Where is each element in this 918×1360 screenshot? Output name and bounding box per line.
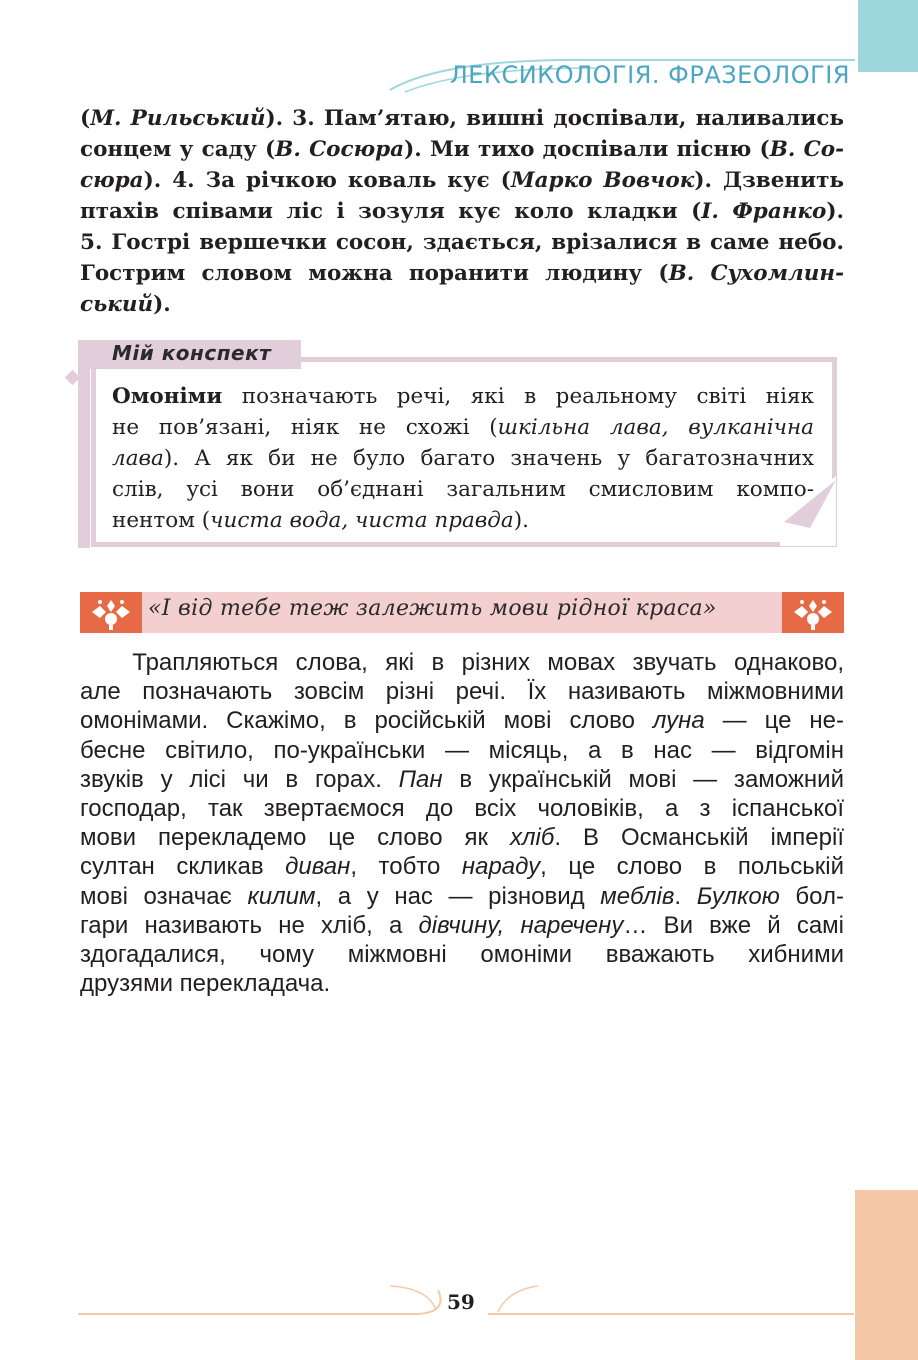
text-line xyxy=(80,648,844,677)
text-line xyxy=(80,103,844,134)
text-segment: мови перекладемо це слово як xyxy=(80,824,510,852)
text-line xyxy=(80,765,844,794)
text-segment: здогадалися, чому міжмовні омоніми вважають хибними xyxy=(80,941,844,969)
text-segment: ). xyxy=(826,199,844,224)
text-line xyxy=(80,706,844,735)
text-segment: Гострим словом можна поранити людину ( xyxy=(80,261,669,286)
text-segment: , а у нас — різновид xyxy=(315,882,601,910)
text-segment: Марко Вовчок xyxy=(510,168,695,193)
text-segment: 5. Гострі вершечки сосон, здається, врізалися в саме небо. xyxy=(80,230,844,255)
folk-bird-ornament-icon xyxy=(782,592,844,633)
text-line xyxy=(80,794,844,823)
text-segment: диван xyxy=(285,853,351,881)
text-line xyxy=(80,165,844,196)
text-line xyxy=(80,940,844,969)
text-line xyxy=(80,823,844,852)
text-segment: М. Рильський xyxy=(90,106,266,131)
text-segment: султан скликав xyxy=(80,853,286,881)
text-segment: сюра xyxy=(80,168,144,193)
konspekt-side-bar xyxy=(78,368,90,548)
text-line xyxy=(80,677,844,706)
text-line xyxy=(80,258,844,289)
text-line xyxy=(80,134,844,165)
text-segment: бол- xyxy=(779,882,844,910)
text-segment: Булкою xyxy=(696,882,780,910)
text-segment: хліб xyxy=(510,824,555,852)
folk-bird-ornament-icon xyxy=(80,592,142,633)
page-number: 59 xyxy=(447,1290,475,1314)
text-segment: омонімами. Скажімо, в російській мові слово xyxy=(80,707,653,735)
text-line xyxy=(80,289,844,320)
text-segment: звуків у лісі чи в горах. xyxy=(80,765,399,793)
text-line xyxy=(80,852,844,881)
text-segment: птахів співами ліс і зозуля кує коло кладки ( xyxy=(80,199,702,224)
text-segment: шкільна лава, вулканічна xyxy=(497,415,814,440)
text-segment: ). xyxy=(513,508,529,533)
text-segment: . В Османській імперії xyxy=(554,824,844,852)
text-segment: позначають речі, які в реальному світі ніяк xyxy=(222,384,814,409)
text-line xyxy=(80,882,844,911)
text-segment: мові означає xyxy=(80,882,248,910)
text-segment: В. Сосюра xyxy=(275,137,405,162)
text-segment: ). 3. Пам’ятаю, вишні доспівали, наливались xyxy=(265,106,845,131)
text-segment: І. Франко xyxy=(701,199,827,224)
text-segment: лава xyxy=(112,446,164,471)
text-segment: — це не- xyxy=(704,707,845,735)
text-segment: В. Со- xyxy=(769,137,844,162)
text-segment: ). xyxy=(153,292,171,317)
text-segment: ). А як би не було багато значень у багатозначних xyxy=(163,446,814,471)
text-segment: Трапляються слова, які в різних мовах звучать однаково, xyxy=(80,649,844,676)
text-line xyxy=(80,196,844,227)
text-segment: ). 4. За річкою коваль кує ( xyxy=(143,168,511,193)
text-segment: меблів xyxy=(600,882,675,910)
text-segment: друзями перекладача. xyxy=(80,970,331,998)
text-segment: … Ви вже й самі xyxy=(623,911,844,939)
text-segment: килим xyxy=(247,882,316,910)
text-segment: Омоніми xyxy=(112,384,223,409)
text-line xyxy=(80,227,844,258)
konspekt-label: Мій конспект xyxy=(112,341,272,365)
text-line xyxy=(112,505,814,536)
text-segment: . xyxy=(674,882,697,910)
text-segment: але позначають зовсім різні речі. Їх називають міжмовними xyxy=(80,678,844,706)
banner-title: «І від тебе теж залежить мови рідної краса» xyxy=(148,596,717,621)
text-segment: ( xyxy=(80,106,91,131)
text-line xyxy=(80,911,844,940)
text-segment: Пан xyxy=(398,765,443,793)
text-line xyxy=(112,474,814,505)
text-segment: ). Дзвенить xyxy=(694,168,845,193)
text-segment: дівчину, наречену xyxy=(418,911,624,939)
text-line xyxy=(112,443,814,474)
text-segment: господар, так звертаємося до всіх чоловіків, а з іспанської xyxy=(80,795,844,823)
text-segment: В. Сухомлин- xyxy=(668,261,844,286)
exercise-paragraph xyxy=(80,103,844,320)
konspekt-text xyxy=(112,381,814,536)
text-segment: бесне світило, по-українськи — місяць, а в нас — відгомін xyxy=(80,736,844,764)
text-segment: сонцем у саду ( xyxy=(80,137,276,162)
text-segment: не пов’язані, ніяк не схожі ( xyxy=(112,415,498,440)
text-segment: слів, усі вони об’єднані загальним смисловим компо- xyxy=(112,477,814,502)
text-segment: ський xyxy=(80,292,154,317)
footer-corner-tab xyxy=(855,1190,918,1360)
text-segment: гари називають не хліб, а xyxy=(80,911,419,939)
text-line xyxy=(80,969,844,998)
text-segment: луна xyxy=(652,707,705,735)
text-segment: ). Ми тихо доспівали пісню ( xyxy=(404,137,770,162)
header-corner-tab xyxy=(858,0,918,72)
text-line xyxy=(112,412,814,443)
text-line xyxy=(112,381,814,412)
text-segment: , це слово в польській xyxy=(540,853,844,881)
text-segment: в українській мові — заможний xyxy=(442,765,844,793)
text-line xyxy=(80,736,844,765)
text-segment: чиста вода, чиста правда xyxy=(210,508,514,533)
section-title: ЛЕКСИКОЛОГІЯ. ФРАЗЕОЛОГІЯ xyxy=(449,61,850,89)
text-segment: нентом ( xyxy=(112,508,211,533)
body-paragraph xyxy=(80,648,844,998)
text-segment: нараду xyxy=(461,853,541,881)
text-segment: , тобто xyxy=(350,853,462,881)
